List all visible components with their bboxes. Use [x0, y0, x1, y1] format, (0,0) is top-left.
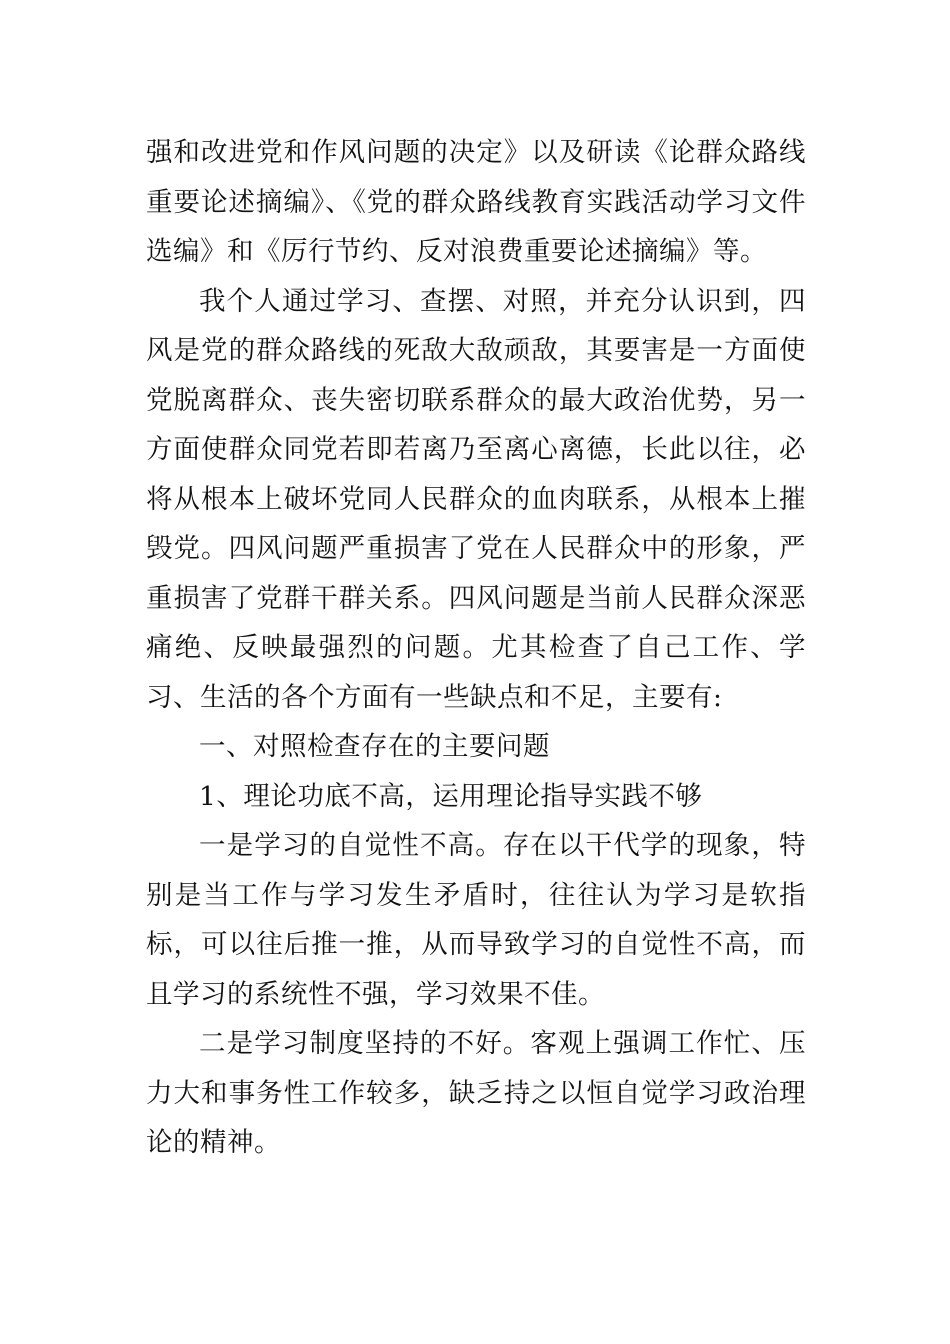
paragraph-four-winds-analysis: 我个人通过学习、查摆、对照，并充分认识到，四风是党的群众路线的死敌大敌顽敌，其要害是一方面使党脱离群众、丧失密切联系群众的最大政治优势，另一方面使群众同党若即若离乃至离心离德，长此以往，必将从根本上破坏党同人民群众的血肉联系，从根本上摧毁党。四风问题严重损害了党在人民群众中的形象，严重损害了党群干群关系。四风问题是当前人民群众深恶痛绝、反映最强烈的问题。尤其检查了自己工作、学习、生活的各个方面有一些缺点和不足，主要有:: [146, 285, 806, 713]
section-heading-main-problems: 一、对照检查存在的主要问题: [199, 731, 550, 762]
paragraph-point-one: 一是学习的自觉性不高。存在以干代学的现象，特别是当工作与学习发生矛盾时，往往认为学习是软指标，可以往后推一推，从而导致学习的自觉性不高，而且学习的系统性不强，学习效果不佳。: [146, 830, 806, 1010]
paragraph-point-two: 二是学习制度坚持的不好。客观上强调工作忙、压力大和事务性工作较多，缺乏持之以恒自觉学习政治理论的精神。: [146, 1028, 806, 1158]
subheading-theory-foundation: 1、理论功底不高，运用理论指导实践不够: [199, 780, 703, 812]
document-body: [146, 128, 806, 1168]
paragraph-continued-text: 强和改进党和作风问题的决定》以及研读《论群众路线重要论述摘编》、《党的群众路线教育实践活动学习文件选编》和《厉行节约、反对浪费重要论述摘编》等。: [146, 137, 806, 267]
